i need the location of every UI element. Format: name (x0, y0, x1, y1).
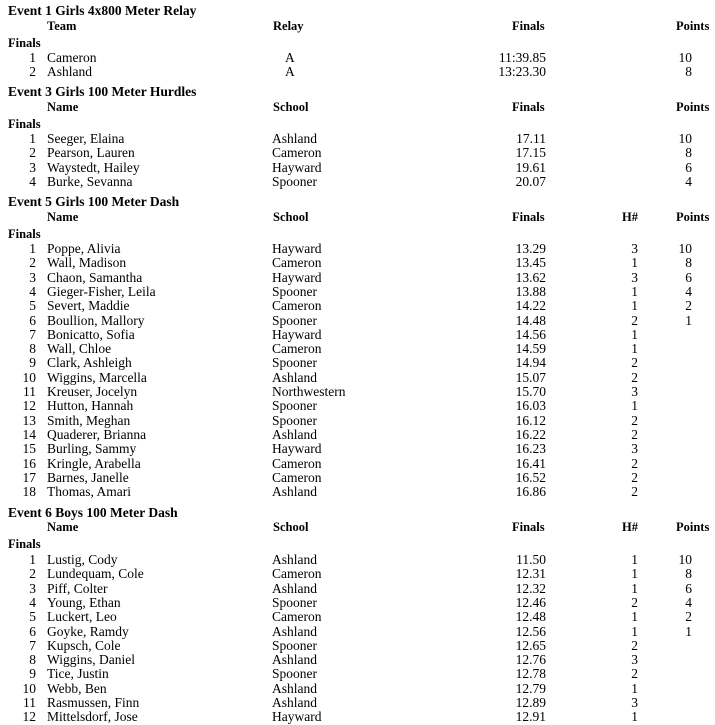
column-header-finals: Finals (512, 19, 545, 33)
heat-cell: 2 (631, 369, 638, 385)
result-row (0, 342, 715, 356)
finals-time-cell: 12.32 (515, 580, 546, 596)
result-row (0, 667, 715, 681)
column-header-heat: H# (622, 520, 638, 534)
athlete-name-cell: Poppe, Alivia (47, 241, 121, 256)
heat-cell: 2 (631, 469, 638, 485)
place-cell: 5 (29, 298, 36, 314)
result-row (0, 696, 715, 710)
school-cell: Ashland (272, 369, 317, 385)
result-row (0, 356, 715, 370)
school-cell: Spooner (272, 412, 317, 428)
finals-time-cell: 12.65 (515, 637, 546, 653)
school-cell: Spooner (272, 594, 317, 610)
finals-time-cell: 12.79 (515, 680, 546, 696)
result-row (0, 328, 715, 342)
place-cell: 9 (29, 355, 36, 371)
place-cell: 2 (29, 255, 36, 271)
result-row (0, 285, 715, 299)
place-cell: 17 (22, 469, 36, 485)
finals-time-cell: 16.12 (515, 412, 546, 428)
heat-cell: 1 (631, 709, 638, 725)
event-title: Event 3 Girls 100 Meter Hurdles (8, 84, 197, 99)
finals-time-cell: 12.56 (515, 623, 546, 639)
place-cell: 2 (29, 64, 36, 80)
heat-cell: 2 (631, 594, 638, 610)
section-label-finals: Finals (8, 537, 41, 551)
column-header-name: Name (47, 210, 79, 224)
heat-cell: 2 (631, 666, 638, 682)
heat-cell: 2 (631, 637, 638, 653)
finals-time-cell: 14.56 (515, 326, 546, 342)
place-cell: 1 (29, 131, 36, 146)
heat-cell: 2 (631, 412, 638, 428)
column-header-school: School (273, 100, 309, 114)
athlete-name-cell: Chaon, Samantha (47, 269, 143, 285)
heat-cell: 1 (631, 680, 638, 696)
athlete-name-cell: Kringle, Arabella (47, 455, 141, 471)
school-cell: Spooner (272, 666, 317, 682)
finals-time-cell: 14.22 (515, 298, 546, 314)
result-row (0, 314, 715, 328)
school-cell: Cameron (272, 609, 322, 625)
school-cell: Spooner (272, 355, 317, 371)
result-row (0, 51, 715, 65)
result-row (0, 385, 715, 399)
place-cell: 10 (22, 369, 36, 385)
place-cell: 1 (29, 50, 36, 65)
finals-time-cell: 12.76 (515, 652, 546, 668)
result-row (0, 639, 715, 653)
athlete-name-cell: Webb, Ben (47, 680, 107, 696)
school-cell: Spooner (272, 173, 317, 189)
heat-cell: 1 (631, 326, 638, 342)
result-row (0, 610, 715, 624)
school-cell: Ashland (272, 484, 317, 500)
result-row (0, 596, 715, 610)
finals-time-cell: 16.03 (515, 398, 546, 414)
finals-time-cell: 16.52 (515, 469, 546, 485)
result-row (0, 485, 715, 499)
result-row (0, 457, 715, 471)
result-row (0, 682, 715, 696)
school-cell: Hayward (272, 159, 322, 175)
heat-cell: 3 (631, 441, 638, 457)
athlete-name-cell: Lustig, Cody (47, 552, 118, 567)
place-cell: 3 (29, 269, 36, 285)
points-cell: 6 (685, 269, 692, 285)
school-cell: Ashland (272, 580, 317, 596)
school-cell: Cameron (272, 255, 322, 271)
column-header-points: Points (676, 19, 710, 33)
athlete-name-cell: Boullion, Mallory (47, 312, 145, 328)
result-row (0, 399, 715, 413)
result-row (0, 271, 715, 285)
team-cell: Ashland (47, 64, 92, 80)
athlete-name-cell: Kreuser, Jocelyn (47, 384, 138, 399)
points-cell: 4 (685, 594, 692, 610)
finals-time-cell: 15.70 (515, 384, 546, 399)
heat-cell: 2 (631, 484, 638, 500)
section-label-finals: Finals (8, 36, 41, 50)
athlete-name-cell: Severt, Maddie (47, 298, 130, 314)
finals-time-cell: 16.41 (515, 455, 546, 471)
athlete-name-cell: Young, Ethan (47, 594, 121, 610)
points-cell: 2 (685, 609, 692, 625)
result-row (0, 161, 715, 175)
heat-cell: 1 (631, 398, 638, 414)
finals-time-cell: 13.62 (515, 269, 546, 285)
place-cell: 11 (23, 384, 36, 399)
finals-time-cell: 11.50 (516, 552, 546, 567)
finals-time-cell: 20.07 (515, 173, 546, 189)
points-cell: 4 (685, 173, 692, 189)
athlete-name-cell: Wiggins, Daniel (47, 652, 135, 668)
column-header-points: Points (676, 210, 710, 224)
athlete-name-cell: Tice, Justin (47, 666, 109, 682)
school-cell: Spooner (272, 398, 317, 414)
heat-cell: 1 (631, 283, 638, 299)
athlete-name-cell: Lundequam, Cole (47, 566, 144, 582)
points-cell: 1 (685, 312, 692, 328)
event-title: Event 5 Girls 100 Meter Dash (8, 194, 180, 209)
athlete-name-cell: Goyke, Ramdy (47, 623, 129, 639)
school-cell: Hayward (272, 326, 322, 342)
heat-cell: 2 (631, 455, 638, 471)
place-cell: 12 (22, 709, 36, 725)
section-label-finals: Finals (8, 227, 41, 241)
athlete-name-cell: Clark, Ashleigh (47, 355, 132, 371)
result-row (0, 428, 715, 442)
result-row (0, 256, 715, 270)
finals-time-cell: 14.59 (515, 341, 546, 357)
place-cell: 2 (29, 566, 36, 582)
column-header-school: School (273, 520, 309, 534)
place-cell: 12 (22, 398, 36, 414)
finals-time-cell: 16.22 (515, 426, 546, 442)
place-cell: 3 (29, 159, 36, 175)
school-cell: Cameron (272, 455, 322, 471)
school-cell: Ashland (272, 623, 317, 639)
place-cell: 7 (29, 326, 36, 342)
school-cell: Hayward (272, 709, 322, 725)
finals-time-cell: 11:39.85 (498, 50, 546, 65)
place-cell: 11 (23, 695, 36, 710)
school-cell: Northwestern (272, 384, 346, 399)
result-row (0, 625, 715, 639)
section-label-finals: Finals (8, 117, 41, 131)
heat-cell: 1 (631, 580, 638, 596)
place-cell: 13 (22, 412, 36, 428)
points-cell: 8 (685, 566, 692, 582)
place-cell: 16 (22, 455, 36, 471)
athlete-name-cell: Luckert, Leo (47, 609, 117, 625)
finals-time-cell: 12.78 (515, 666, 546, 682)
place-cell: 3 (29, 580, 36, 596)
finals-time-cell: 17.11 (516, 131, 546, 146)
place-cell: 2 (29, 145, 36, 161)
finals-time-cell: 12.46 (515, 594, 546, 610)
school-cell: Cameron (272, 145, 322, 161)
place-cell: 9 (29, 666, 36, 682)
athlete-name-cell: Burling, Sammy (47, 441, 137, 457)
points-cell: 4 (685, 283, 692, 299)
points-cell: 10 (678, 552, 692, 567)
athlete-name-cell: Wall, Chloe (47, 341, 112, 357)
heat-cell: 1 (631, 623, 638, 639)
finals-time-cell: 16.23 (515, 441, 546, 457)
school-cell: Spooner (272, 637, 317, 653)
result-row (0, 471, 715, 485)
heat-cell: 1 (631, 255, 638, 271)
place-cell: 1 (29, 241, 36, 256)
event-title: Event 6 Boys 100 Meter Dash (8, 505, 178, 520)
relay-cell: A (285, 64, 295, 80)
team-cell: Cameron (47, 50, 97, 65)
points-cell: 8 (685, 255, 692, 271)
place-cell: 5 (29, 609, 36, 625)
school-cell: Cameron (272, 341, 322, 357)
school-cell: Ashland (272, 426, 317, 442)
heat-cell: 3 (631, 384, 638, 399)
place-cell: 15 (22, 441, 36, 457)
school-cell: Hayward (272, 269, 322, 285)
heat-cell: 1 (631, 609, 638, 625)
column-header-finals: Finals (512, 520, 545, 534)
event-title: Event 1 Girls 4x800 Meter Relay (8, 3, 197, 18)
result-row (0, 567, 715, 581)
finals-time-cell: 15.07 (515, 369, 546, 385)
result-row (0, 710, 715, 724)
column-header-relay: Relay (273, 19, 304, 33)
school-cell: Ashland (272, 680, 317, 696)
school-cell: Ashland (272, 652, 317, 668)
result-row (0, 414, 715, 428)
place-cell: 4 (29, 594, 36, 610)
place-cell: 4 (29, 283, 36, 299)
points-cell: 10 (678, 131, 692, 146)
school-cell: Hayward (272, 441, 322, 457)
result-row (0, 132, 715, 146)
finals-time-cell: 13.29 (515, 241, 546, 256)
column-header-name: Name (47, 100, 79, 114)
athlete-name-cell: Waystedt, Hailey (47, 159, 140, 175)
athlete-name-cell: Barnes, Janelle (47, 469, 129, 485)
athlete-name-cell: Bonicatto, Sofia (47, 326, 135, 342)
school-cell: Ashland (272, 552, 317, 567)
result-row (0, 65, 715, 79)
column-header-points: Points (676, 100, 710, 114)
place-cell: 8 (29, 652, 36, 668)
column-header-points: Points (676, 520, 710, 534)
points-cell: 10 (678, 241, 692, 256)
athlete-name-cell: Thomas, Amari (47, 484, 131, 500)
points-cell: 2 (685, 298, 692, 314)
points-cell: 1 (685, 623, 692, 639)
place-cell: 6 (29, 623, 36, 639)
place-cell: 7 (29, 637, 36, 653)
result-row (0, 175, 715, 189)
heat-cell: 1 (631, 566, 638, 582)
athlete-name-cell: Wiggins, Marcella (47, 369, 147, 385)
place-cell: 8 (29, 341, 36, 357)
column-header-school: School (273, 210, 309, 224)
heat-cell: 2 (631, 426, 638, 442)
athlete-name-cell: Gieger-Fisher, Leila (47, 283, 156, 299)
finals-time-cell: 14.48 (515, 312, 546, 328)
points-cell: 6 (685, 159, 692, 175)
finals-time-cell: 12.31 (515, 566, 546, 582)
heat-cell: 1 (631, 552, 638, 567)
heat-cell: 1 (631, 298, 638, 314)
athlete-name-cell: Mittelsdorf, Jose (47, 709, 138, 725)
heat-cell: 2 (631, 355, 638, 371)
heat-cell: 3 (631, 269, 638, 285)
school-cell: Spooner (272, 283, 317, 299)
points-cell: 6 (685, 580, 692, 596)
finals-time-cell: 13:23.30 (498, 64, 546, 80)
school-cell: Cameron (272, 566, 322, 582)
finals-time-cell: 19.61 (515, 159, 546, 175)
column-header-finals: Finals (512, 100, 545, 114)
heat-cell: 3 (631, 695, 638, 710)
points-cell: 10 (678, 50, 692, 65)
finals-time-cell: 16.86 (515, 484, 546, 500)
school-cell: Cameron (272, 298, 322, 314)
result-row (0, 553, 715, 567)
school-cell: Hayward (272, 241, 322, 256)
result-row (0, 299, 715, 313)
athlete-name-cell: Quaderer, Brianna (47, 426, 147, 442)
school-cell: Spooner (272, 312, 317, 328)
column-header-heat: H# (622, 210, 638, 224)
place-cell: 6 (29, 312, 36, 328)
athlete-name-cell: Hutton, Hannah (47, 398, 134, 414)
athlete-name-cell: Piff, Colter (47, 580, 108, 596)
result-row (0, 653, 715, 667)
school-cell: Ashland (272, 131, 317, 146)
result-row (0, 242, 715, 256)
place-cell: 18 (22, 484, 36, 500)
place-cell: 14 (22, 426, 36, 442)
column-header-name: Team (47, 19, 77, 33)
athlete-name-cell: Rasmussen, Finn (47, 695, 140, 710)
finals-time-cell: 12.48 (515, 609, 546, 625)
school-cell: Ashland (272, 695, 317, 710)
result-row (0, 582, 715, 596)
relay-cell: A (285, 50, 295, 65)
place-cell: 4 (29, 173, 36, 189)
place-cell: 10 (22, 680, 36, 696)
result-row (0, 146, 715, 160)
finals-time-cell: 12.89 (515, 695, 546, 710)
finals-time-cell: 12.91 (515, 709, 546, 725)
finals-time-cell: 13.45 (515, 255, 546, 271)
points-cell: 8 (685, 145, 692, 161)
athlete-name-cell: Smith, Meghan (47, 412, 131, 428)
place-cell: 1 (29, 552, 36, 567)
athlete-name-cell: Burke, Sevanna (47, 173, 133, 189)
column-header-name: Name (47, 520, 79, 534)
finals-time-cell: 14.94 (515, 355, 546, 371)
result-row (0, 442, 715, 456)
points-cell: 8 (685, 64, 692, 80)
heat-cell: 3 (631, 241, 638, 256)
heat-cell: 1 (631, 341, 638, 357)
heat-cell: 2 (631, 312, 638, 328)
athlete-name-cell: Kupsch, Cole (47, 637, 121, 653)
result-row (0, 371, 715, 385)
finals-time-cell: 13.88 (515, 283, 546, 299)
athlete-name-cell: Seeger, Elaina (47, 131, 125, 146)
heat-cell: 3 (631, 652, 638, 668)
school-cell: Cameron (272, 469, 322, 485)
column-header-finals: Finals (512, 210, 545, 224)
athlete-name-cell: Wall, Madison (47, 255, 127, 271)
athlete-name-cell: Pearson, Lauren (47, 145, 135, 161)
finals-time-cell: 17.15 (515, 145, 546, 161)
